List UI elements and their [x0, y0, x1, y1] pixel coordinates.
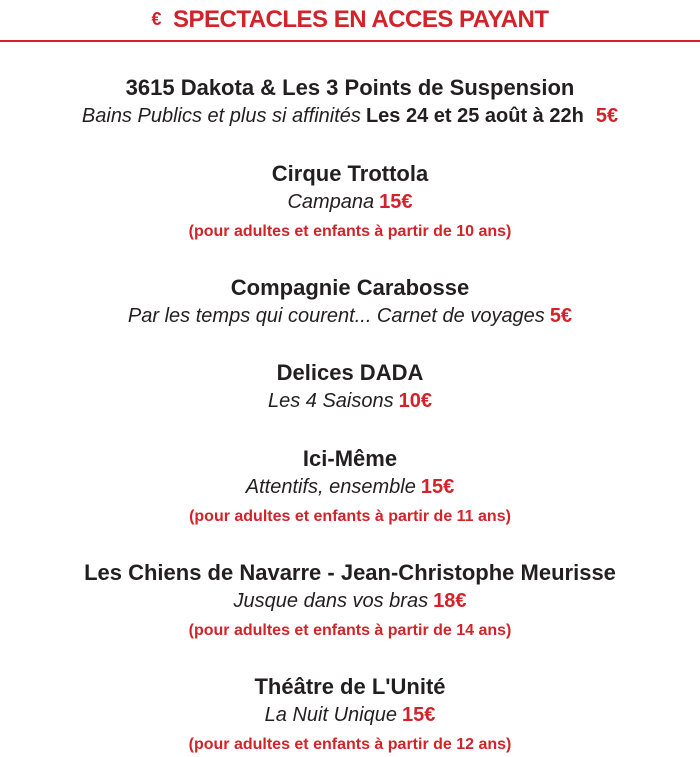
show-title: Les 4 Saisons [267, 390, 394, 412]
show-details [0, 102, 700, 130]
show-details [0, 473, 700, 501]
show-item-theatre-unite [0, 673, 700, 756]
show-item-delices-dada [0, 359, 700, 415]
show-item-ici-meme [0, 445, 700, 528]
show-age-note: (pour adultes et enfants à partir de 11 ans) [189, 508, 511, 525]
show-dates: Les 24 et 25 août à 22h [365, 105, 584, 127]
show-details [0, 387, 700, 415]
show-company: Les Chiens de Navarre - Jean-Christophe Meurisse [84, 560, 616, 585]
section-title [0, 6, 700, 34]
show-title: Jusque dans vos bras [233, 590, 429, 612]
show-company: Cirque Trottola [271, 161, 429, 186]
show-company: Compagnie Carabosse [230, 275, 470, 300]
section-title-text: SPECTACLES EN ACCES PAYANT [172, 6, 549, 33]
header-divider [0, 40, 700, 42]
show-item-trottola [0, 160, 700, 243]
show-price: 5€ [549, 305, 573, 327]
show-title: Par les temps qui courent... Carnet de voyages [127, 305, 545, 327]
section-header [0, 0, 700, 44]
show-price: 18€ [433, 590, 467, 612]
show-company: Ici-Même [302, 446, 398, 471]
show-company: Delices DADA [276, 360, 424, 385]
show-company: Théâtre de L'Unité [254, 674, 446, 699]
show-details [0, 587, 700, 615]
show-company: 3615 Dakota & Les 3 Points de Suspension [125, 75, 575, 100]
show-details [0, 188, 700, 216]
show-price: 15€ [401, 704, 436, 726]
show-item-chiens-de-navarre [0, 559, 700, 642]
show-details [0, 701, 700, 729]
show-item-dakota [0, 74, 700, 130]
show-price: 15€ [379, 191, 413, 213]
show-age-note: (pour adultes et enfants à partir de 10 ans) [188, 223, 512, 240]
show-title: Attentifs, ensemble [245, 476, 416, 498]
euro-icon: € [151, 9, 161, 29]
show-price: 5€ [595, 105, 619, 127]
show-title: Bains Publics et plus si affinités [81, 105, 361, 127]
show-age-note: (pour adultes et enfants à partir de 14 ans) [188, 622, 512, 639]
show-price: 10€ [398, 390, 432, 412]
show-age-note: (pour adultes et enfants à partir de 12 ans) [188, 736, 512, 753]
show-item-carabosse [0, 274, 700, 330]
show-price: 15€ [420, 476, 455, 498]
show-title: La Nuit Unique [264, 704, 397, 726]
show-title: Campana [287, 191, 375, 213]
show-details [0, 302, 700, 330]
